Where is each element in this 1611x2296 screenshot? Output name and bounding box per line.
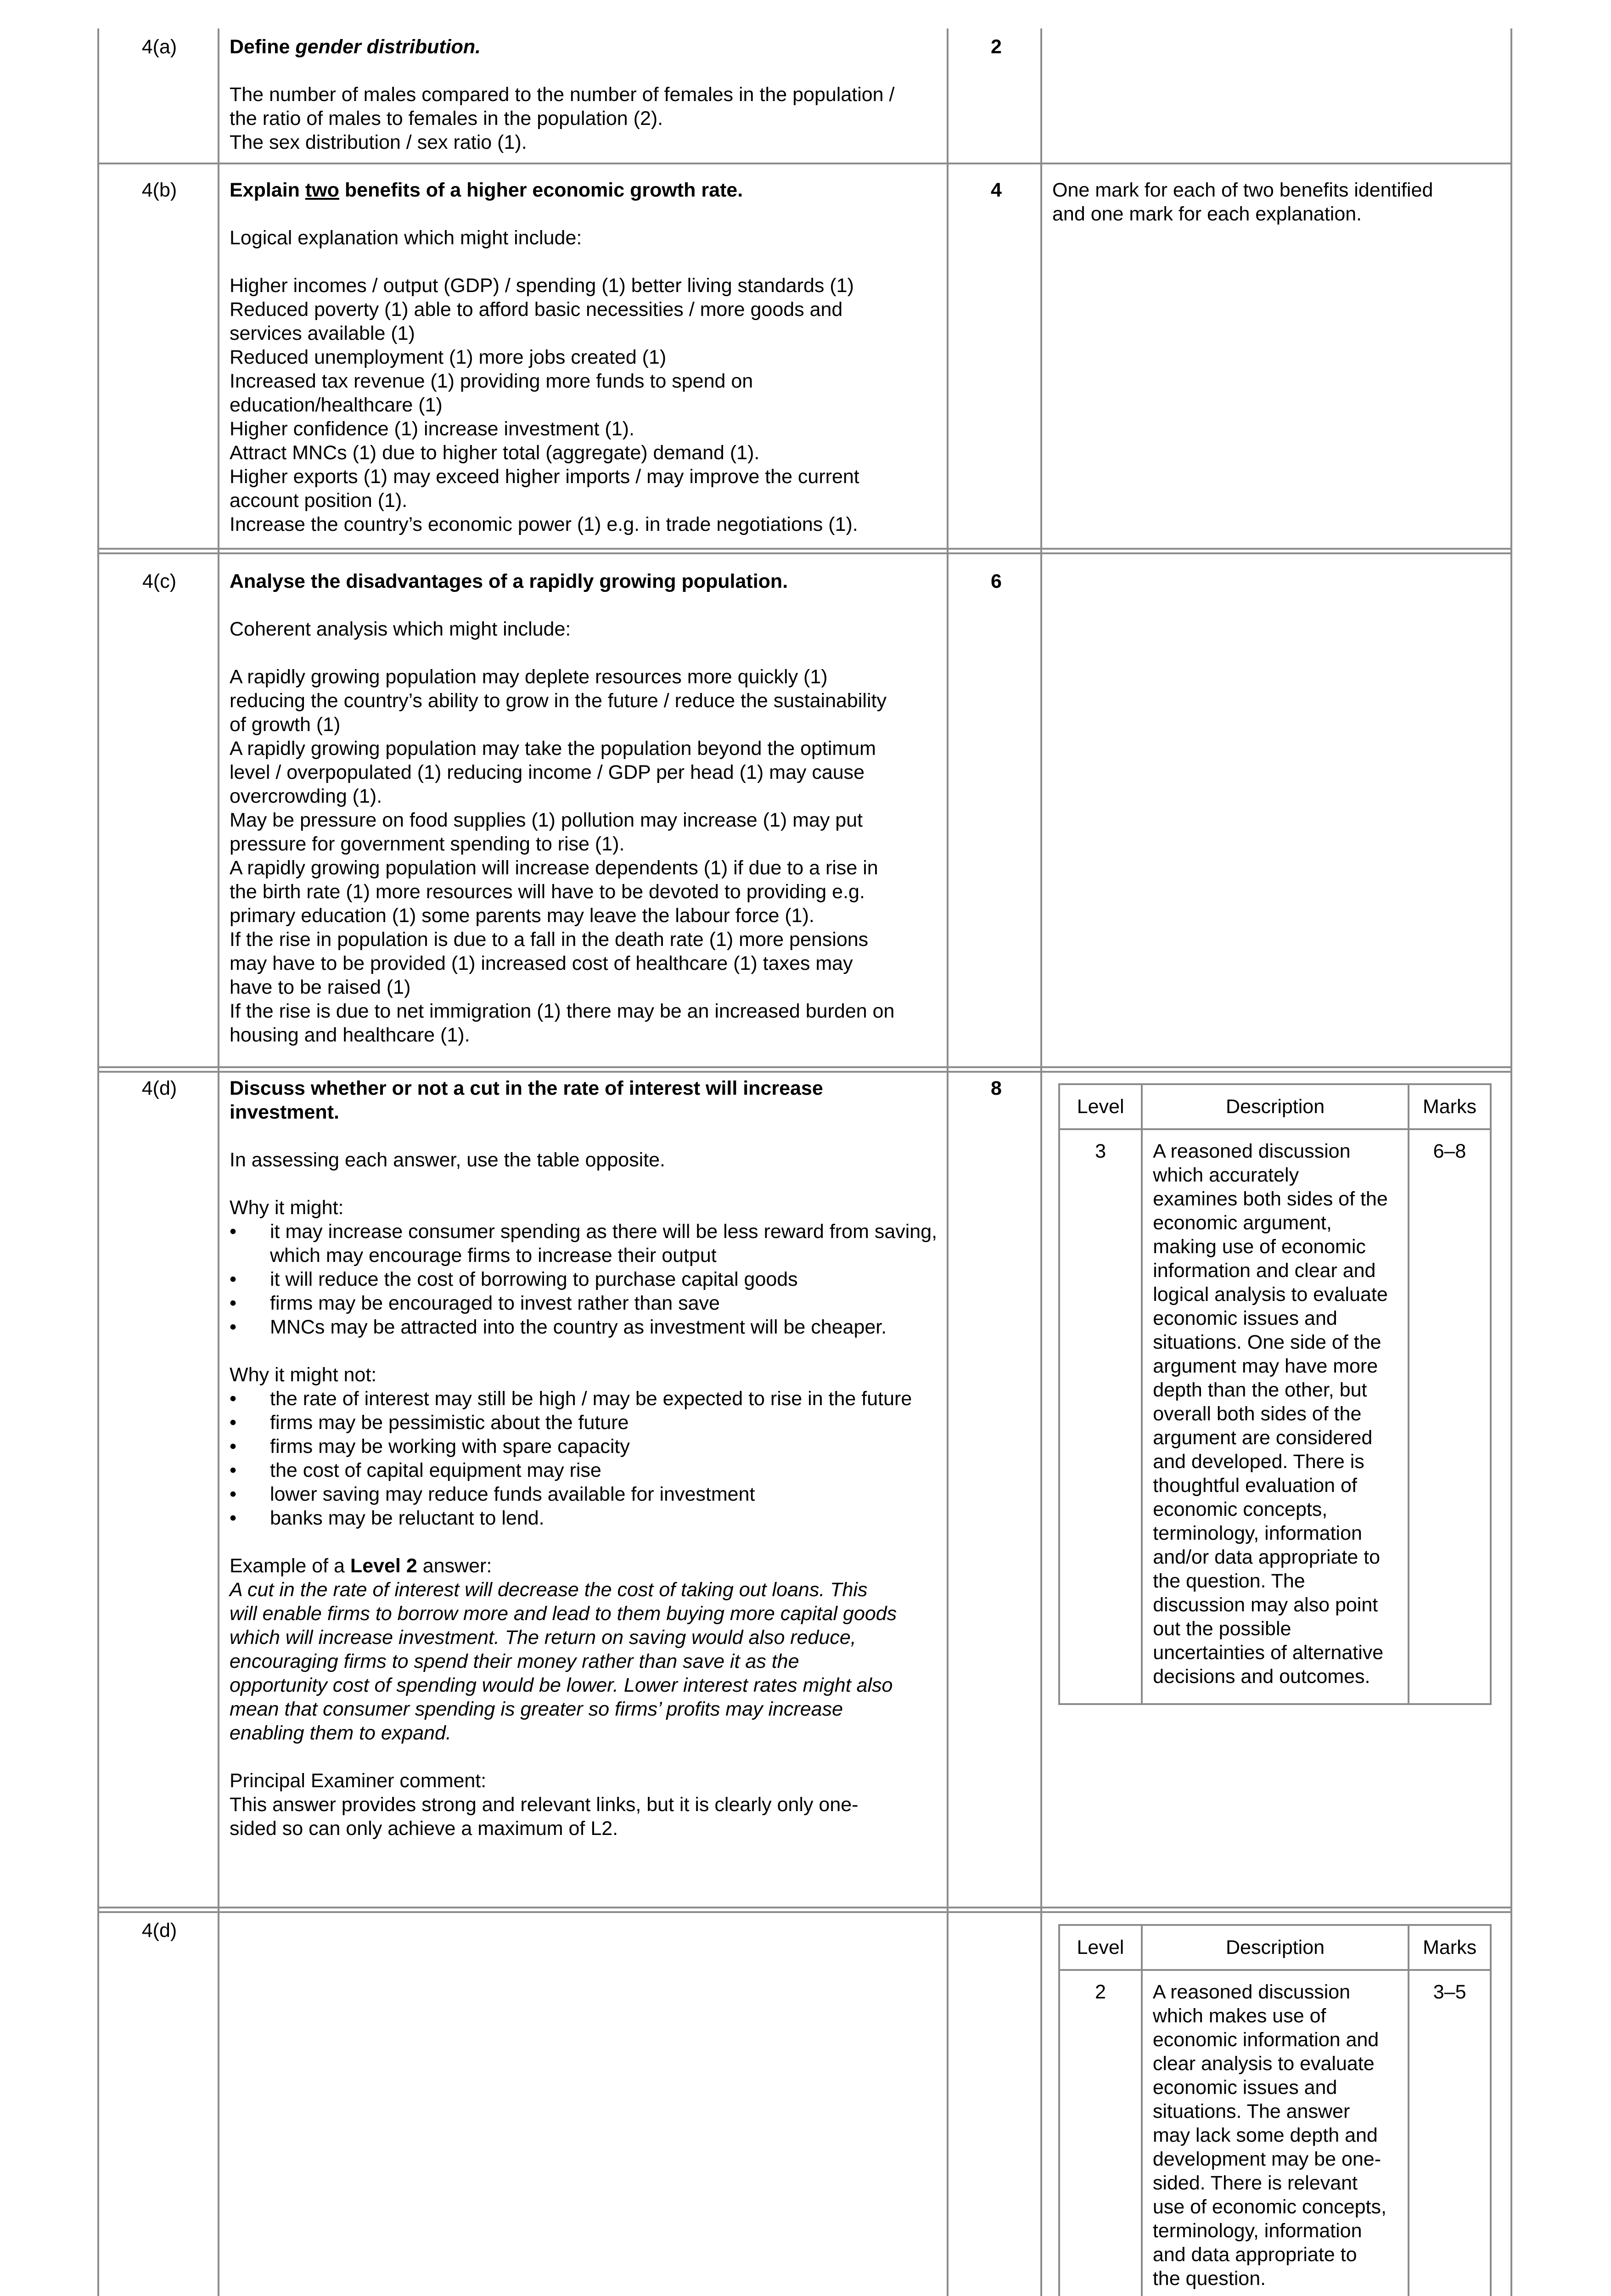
question-title-term: gender distribution. (295, 36, 481, 58)
description-line: A reasoned discussion (1153, 1140, 1351, 1162)
column-header: Description (1142, 1084, 1409, 1129)
row-divider (97, 1907, 1512, 1913)
answer-line: have to be raised (1) (230, 976, 411, 998)
list-item: • it will reduce the cost of borrowing to purchase capital goods (230, 1267, 946, 1291)
answer-line: May be pressure on food supplies (1) pollution may increase (1) may put (230, 809, 863, 831)
row-divider (97, 548, 1512, 554)
example-line: opportunity cost of spending would be lower. Lower interest rates might also (230, 1674, 893, 1696)
column-header: Marks (1409, 1084, 1491, 1129)
answer-line: overcrowding (1). (230, 785, 382, 807)
question-title: investment. (230, 1101, 339, 1123)
assessment-instruction: In assessing each answer, use the table opposite. (230, 1149, 666, 1171)
table-row (1059, 1129, 1491, 1704)
column-divider (218, 28, 219, 2296)
answer-4d (230, 1076, 946, 1840)
marks-value: 6 (991, 570, 1002, 592)
description-line: terminology, information (1152, 2220, 1362, 2242)
level-descriptor-table-continued (1058, 1924, 1492, 2296)
description-line: development may be one- (1152, 2148, 1381, 2170)
answer-4a (230, 35, 946, 154)
why-it-might-not-list (230, 1387, 946, 1530)
answer-line: the ratio of males to females in the population (2). (230, 107, 663, 129)
column-header: Level (1059, 1084, 1142, 1129)
example-answer (230, 1578, 946, 1745)
example-line: enabling them to expand. (230, 1722, 451, 1744)
answer-line: Increased tax revenue (1) providing more funds to spend on (230, 370, 753, 392)
list-item: • firms may be encouraged to invest rather than save (230, 1291, 946, 1315)
description-cell (1142, 1970, 1409, 2296)
description-line: decisions and outcomes. (1153, 1666, 1370, 1688)
list-item: • MNCs may be attracted into the country as investment will be cheaper. (230, 1315, 946, 1339)
description-line: information and clear and (1153, 1260, 1376, 1282)
answer-intro: Logical explanation which might include: (230, 227, 582, 249)
description-line: economic issues and (1153, 1307, 1337, 1329)
description-line: examines both sides of the (1153, 1188, 1388, 1210)
description-line: logical analysis to evaluate (1153, 1283, 1388, 1306)
answer-line: reducing the country’s ability to grow in the future / reduce the sustainability (230, 690, 887, 712)
marks-value: 4 (991, 179, 1002, 201)
answer-line: housing and healthcare (1). (230, 1024, 470, 1046)
answer-line: Higher exports (1) may exceed higher imports / may improve the current (230, 466, 859, 488)
description-line: clear analysis to evaluate (1152, 2053, 1375, 2075)
marks-cell: 6–8 (1409, 1129, 1491, 1704)
column-header: Description (1142, 1925, 1409, 1970)
description-line: and/or data appropriate to (1153, 1546, 1381, 1568)
description-line: sided. There is relevant (1152, 2172, 1358, 2194)
question-title: Discuss whether or not a cut in the rate of interest will increase (230, 1077, 823, 1099)
description-line: making use of economic (1153, 1236, 1366, 1258)
guidance-line: and one mark for each explanation. (1052, 203, 1362, 225)
why-it-might-list (230, 1220, 946, 1339)
description-line: depth than the other, but (1153, 1379, 1367, 1401)
example-heading (230, 1554, 946, 1578)
examiner-comment-heading: Principal Examiner comment: (230, 1770, 487, 1792)
description-line: economic issues and (1152, 2077, 1337, 2099)
answer-line: may have to be provided (1) increased cost of healthcare (1) taxes may (230, 952, 853, 974)
section-heading: Why it might not: (230, 1364, 377, 1386)
answer-line: If the rise is due to net immigration (1) there may be an increased burden on (230, 1000, 895, 1022)
list-item: • banks may be reluctant to lend. (230, 1506, 946, 1530)
level-cell: 2 (1059, 1970, 1142, 2296)
description-line: overall both sides of the (1153, 1403, 1362, 1425)
question-title: benefits of a higher economic growth rate. (339, 179, 743, 201)
answer-line: A rapidly growing population may deplete resources more quickly (1) (230, 666, 828, 688)
example-line: which will increase investment. The return on saving would also reduce, (230, 1626, 856, 1649)
answer-line: Increase the country’s economic power (1) e.g. in trade negotiations (1). (230, 513, 858, 535)
list-item: • firms may be pessimistic about the future (230, 1411, 946, 1435)
marks-value: 8 (991, 1077, 1002, 1099)
list-item: • firms may be working with spare capacity (230, 1435, 946, 1458)
question-title: Analyse the disadvantages of a rapidly growing population. (230, 570, 788, 592)
examiner-comment-line: This answer provides strong and relevant links, but it is clearly only one- (230, 1794, 859, 1816)
description-line: and developed. There is (1153, 1451, 1364, 1473)
answer-line: the birth rate (1) more resources will have to be devoted to providing e.g. (230, 881, 865, 903)
question-number: 4(d) (141, 1077, 177, 1099)
answer-line: Reduced poverty (1) able to afford basic necessities / more goods and (230, 298, 843, 321)
column-divider (947, 28, 949, 2296)
description-line: out the possible (1153, 1618, 1291, 1640)
example-heading-text: Example of a (230, 1555, 350, 1577)
example-level: Level 2 (350, 1555, 417, 1577)
description-line: economic argument, (1153, 1212, 1332, 1234)
row-divider (97, 1066, 1512, 1073)
answer-line: pressure for government spending to rise (1). (230, 833, 625, 855)
answer-line: A rapidly growing population will increase dependents (1) if due to a rise in (230, 857, 878, 879)
answer-line: services available (1) (230, 322, 415, 344)
answer-line: education/healthcare (1) (230, 394, 443, 416)
column-divider (1040, 28, 1042, 2296)
section-heading: Why it might: (230, 1197, 344, 1219)
examiner-comment-line: sided so can only achieve a maximum of L2. (230, 1818, 618, 1840)
row-divider (97, 163, 1512, 164)
answer-line: Higher incomes / output (GDP) / spending (1) better living standards (1) (230, 275, 854, 297)
column-header: Marks (1409, 1925, 1491, 1970)
answer-line: The number of males compared to the number of females in the population / (230, 84, 895, 106)
description-line: terminology, information (1153, 1522, 1362, 1544)
description-line: uncertainties of alternative (1153, 1642, 1384, 1664)
table-row (1059, 1970, 1491, 2296)
description-line: the question. The (1153, 1570, 1305, 1592)
guidance-4b (1052, 178, 1502, 226)
answer-line: A rapidly growing population may take the population beyond the optimum (230, 737, 876, 760)
list-item: • it may increase consumer spending as there will be less reward from saving, which may encourage firms to increase their output (230, 1220, 946, 1267)
question-title-emphasis: two (305, 179, 339, 201)
answer-line: Reduced unemployment (1) more jobs created (1) (230, 346, 667, 368)
answer-line: primary education (1) some parents may leave the labour force (1). (230, 905, 814, 927)
description-line: which accurately (1153, 1164, 1299, 1186)
question-number: 4(b) (141, 179, 177, 201)
answer-4c (230, 569, 946, 1047)
description-line: may lack some depth and (1152, 2124, 1378, 2146)
level-cell: 3 (1059, 1129, 1142, 1704)
description-line: use of economic concepts, (1152, 2196, 1386, 2218)
answer-line: Higher confidence (1) increase investment (1). (230, 418, 634, 440)
level-descriptor-table (1058, 1083, 1492, 1705)
answer-line: of growth (1) (230, 714, 341, 736)
question-number: 4(c) (142, 570, 177, 592)
example-line: mean that consumer spending is greater so firms’ profits may increase (230, 1698, 843, 1720)
answer-4b (230, 178, 946, 536)
question-number: 4(a) (141, 36, 177, 58)
example-heading-text: answer: (417, 1555, 492, 1577)
marks-cell: 3–5 (1409, 1970, 1491, 2296)
answer-line: Attract MNCs (1) due to higher total (aggregate) demand (1). (230, 442, 760, 464)
description-line: situations. One side of the (1153, 1331, 1381, 1353)
answer-line: level / overpopulated (1) reducing income / GDP per head (1) may cause (230, 761, 865, 783)
guidance-line: One mark for each of two benefits identified (1052, 179, 1433, 201)
list-item: • lower saving may reduce funds available for investment (230, 1482, 946, 1506)
list-item: • the rate of interest may still be high / may be expected to rise in the future (230, 1387, 946, 1411)
question-title: Explain (230, 179, 305, 201)
description-line: economic concepts, (1153, 1498, 1328, 1520)
list-item: • the cost of capital equipment may rise (230, 1458, 946, 1482)
description-line: argument are considered (1153, 1427, 1373, 1449)
description-line: discussion may also point (1153, 1594, 1378, 1616)
description-line: economic information and (1152, 2029, 1379, 2051)
description-line: situations. The answer (1152, 2100, 1350, 2122)
answer-intro: Coherent analysis which might include: (230, 618, 571, 640)
description-line: and data appropriate to (1152, 2244, 1357, 2266)
description-line: argument may have more (1153, 1355, 1378, 1377)
description-line: the question. (1152, 2268, 1266, 2290)
column-header: Level (1059, 1925, 1142, 1970)
answer-line: account position (1). (230, 490, 408, 512)
example-line: will enable firms to borrow more and lead to them buying more capital goods (230, 1603, 897, 1625)
description-line: A reasoned discussion (1152, 1981, 1351, 2003)
example-line: A cut in the rate of interest will decrease the cost of taking out loans. This (230, 1579, 868, 1601)
description-line: which makes use of (1152, 2005, 1326, 2027)
question-number: 4(d) (141, 1919, 177, 1941)
description-line: thoughtful evaluation of (1153, 1474, 1357, 1497)
answer-line: If the rise in population is due to a fall in the death rate (1) more pensions (230, 929, 869, 951)
marks-value: 2 (991, 36, 1002, 58)
description-cell (1142, 1129, 1409, 1704)
example-line: encouraging firms to spend their money rather than save it as the (230, 1650, 799, 1672)
answer-line: The sex distribution / sex ratio (1). (230, 131, 527, 153)
question-title: Define (230, 36, 296, 58)
